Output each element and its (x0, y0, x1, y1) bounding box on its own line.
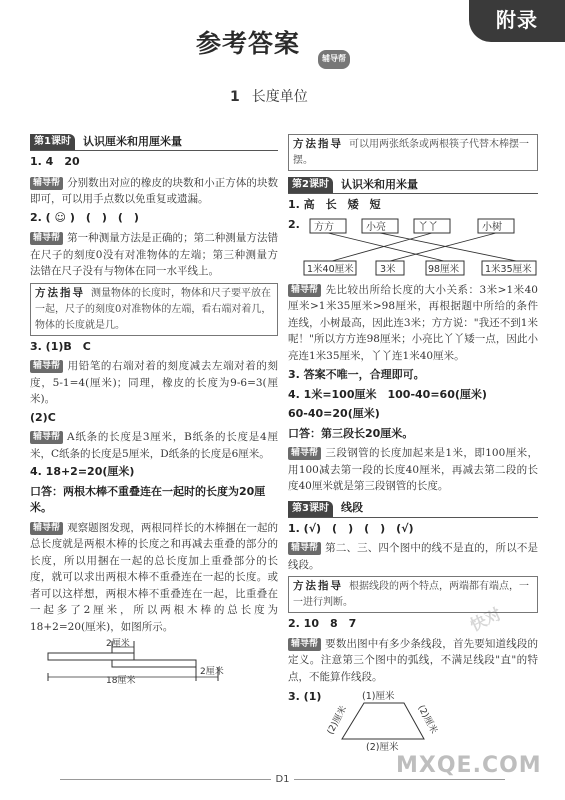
match-top-item: 方方 (314, 221, 334, 233)
lesson-header (288, 177, 538, 194)
answer-q3-2: (2)C (30, 410, 56, 424)
help-paragraph (288, 282, 538, 365)
help-badge: 辅导帮 (288, 284, 321, 297)
lesson-name: 认识米和用米量 (340, 177, 418, 191)
help-paragraph (30, 520, 278, 636)
help-paragraph (30, 429, 278, 462)
help-badge: 辅导帮 (288, 542, 321, 555)
total-length-label: 18厘米 (106, 676, 136, 686)
help-paragraph (30, 358, 278, 408)
help-text: 第二、三、四个图中的线不是直的，所以不是线段。 (288, 542, 538, 571)
matching-question (288, 217, 538, 279)
lesson-tag: 第2课时 (288, 177, 333, 193)
help-badge: 辅导帮 (30, 522, 63, 535)
match-top-row (310, 219, 514, 233)
lesson-tag: 第1课时 (30, 134, 75, 150)
method-text: 可以用两张纸条或两根筷子代替木棒摆一摆。 (293, 139, 529, 166)
method-box (30, 283, 278, 336)
extra-length-label: 2厘米 (200, 667, 224, 677)
top-side-label: (1)厘米 (362, 691, 395, 702)
help-text: A纸条的长度是3厘米，B纸条的长度是4厘米，C纸条的长度是5厘米，D纸条的长度是6厘米。 (30, 431, 278, 460)
help-text: 用铅笔的右端对着的刻度减去左端对着的刻度，5-1=4(厘米)；同理，橡皮的长度为9-6=3(厘米)。 (30, 360, 278, 405)
answer-q2: 2. 10 8 7 (288, 617, 357, 630)
help-paragraph (288, 540, 538, 573)
title-badge: 辅导帮 (318, 50, 350, 69)
answer-q1: 1. 4 20 (30, 155, 80, 168)
help-text: 三段钢管的长度加起来是1米，即100厘米，用100减去第一段的长度40厘米，再减去第二段的长度40厘米就是第三段钢管的长度。 (288, 447, 538, 492)
match-top-item: 小亮 (366, 221, 386, 233)
answer-q3: 3. 答案不唯一，合理即可。 (288, 368, 425, 381)
match-bottom-item: 1米40厘米 (307, 263, 354, 275)
answer-q4-oral: 口答：第三段长20厘米。 (288, 426, 414, 440)
help-text: 第一种测量方法是正确的；第二种测量方法错在尺子的刻度0没有对准物体的左端；第三种测量方法错在尺子没有与物体在同一水平线上。 (30, 232, 278, 277)
left-side-label: (2)厘米 (325, 704, 350, 737)
help-badge: 辅导帮 (288, 447, 321, 460)
right-side-label: (2)厘米 (415, 703, 439, 736)
method-box (288, 134, 538, 171)
unit-number: 1 (230, 89, 240, 105)
unit-title (230, 89, 308, 106)
sticks-diagram (44, 637, 244, 687)
match-bottom-row (304, 261, 536, 275)
trapezoid-diagram (322, 689, 452, 751)
matching-diagram (302, 217, 538, 279)
help-text: 先比较出所给长度的大小关系：3米>1米40厘米>1米35厘米>98厘米，再根据题中所给的条件连线，小树最高，因此连3米；方方说："我还不到1米呢！"所以方方连98厘米；小亮比丫丫矮一点，因此小亮连1米35厘米，丫丫连1米40厘米。 (288, 283, 538, 362)
lesson-tag: 第3课时 (288, 501, 333, 517)
match-bottom-item: 98厘米 (428, 263, 460, 275)
match-top-item: 小树 (482, 221, 502, 233)
method-label: 方法指导 (35, 286, 85, 299)
left-column (30, 134, 278, 687)
match-top-item: 丫丫 (418, 221, 438, 233)
lesson-header (30, 134, 278, 151)
question-number: 2. (288, 217, 300, 231)
bottom-side-label: (2)厘米 (366, 742, 399, 751)
method-text: 测量物体的长度时，物体和尺子要平放在一起，尺子的刻度0对准物体的左端，看右端对着几，物体的长度就是几。 (35, 287, 272, 331)
right-column (288, 134, 538, 751)
answer-q4: 4. 18+2=20(厘米) (30, 465, 135, 478)
match-bottom-item: 3米 (380, 263, 396, 275)
trapezoid-question (288, 689, 538, 751)
help-text: 观察题图发现，两根同样长的木棒捆在一起的总长度就是两根木棒的长度之和再减去重叠的部分的长度，所以用捆在一起的总长度加上重叠部分的长度，就可以求出两根木棒不重叠连在一起的长度。或者可以这样想，两根木棒不重叠连在一起，比重叠在一起多了2厘米，所以两根木棒的总长度为18+2=20(厘米)，如图所示。 (30, 521, 278, 633)
help-paragraph (288, 636, 538, 686)
method-label: 方法指导 (293, 580, 343, 592)
method-box (288, 576, 538, 613)
help-text: 分别数出对应的橡皮的块数和小正方体的块数即可，可以用手点数以免重复或遗漏。 (30, 176, 278, 205)
help-badge: 辅导帮 (30, 360, 63, 373)
page-number-text: D1 (271, 774, 293, 785)
answer-q4: 4. 1米=100厘米 100-40=60(厘米) (288, 387, 487, 401)
match-lines (328, 233, 516, 261)
appendix-tab: 附录 (469, 0, 565, 42)
method-text: 根据线段的两个特点，两端都有端点，一一进行判断。 (293, 581, 529, 608)
answer-q2: 2. ( ☺ ) ( ) ( ) (30, 210, 139, 224)
help-badge: 辅导帮 (30, 177, 63, 190)
lesson-name: 认识厘米和用厘米量 (82, 134, 182, 148)
match-bottom-item: 1米35厘米 (485, 263, 532, 275)
lesson-name: 线段 (340, 501, 363, 515)
question-number: 3. (1) (288, 690, 322, 703)
help-paragraph (30, 175, 278, 208)
lesson-header (288, 501, 538, 518)
answer-q4-step: 60-40=20(厘米) (288, 407, 380, 420)
answer-q3: 3. (1)B C (30, 339, 91, 353)
help-badge: 辅导帮 (288, 638, 321, 651)
answer-q1: 1. 高 长 矮 短 (288, 198, 381, 211)
help-badge: 辅导帮 (30, 431, 63, 444)
method-label: 方法指导 (293, 138, 343, 150)
unit-name: 长度单位 (251, 89, 308, 105)
answer-q1: 1. (√) ( ) ( ) (√) (288, 521, 414, 535)
watermark-site: MXQE.COM (396, 753, 542, 778)
top-length-label: 2厘米 (106, 639, 130, 649)
help-badge: 辅导帮 (30, 232, 63, 245)
watermark-stamp: 快对 (467, 604, 505, 635)
help-paragraph (30, 230, 278, 280)
answer-q4-oral: 口答：两根木棒不重叠连在一起时的长度为20厘米。 (30, 484, 266, 514)
help-text: 要数出图中有多少条线段，首先要知道线段的定义。注意第三个图中的弧线，不满足线段"直"的特点，不能算作线段。 (288, 637, 538, 683)
help-paragraph (288, 445, 538, 495)
page-title: 参考答案 (196, 29, 301, 58)
